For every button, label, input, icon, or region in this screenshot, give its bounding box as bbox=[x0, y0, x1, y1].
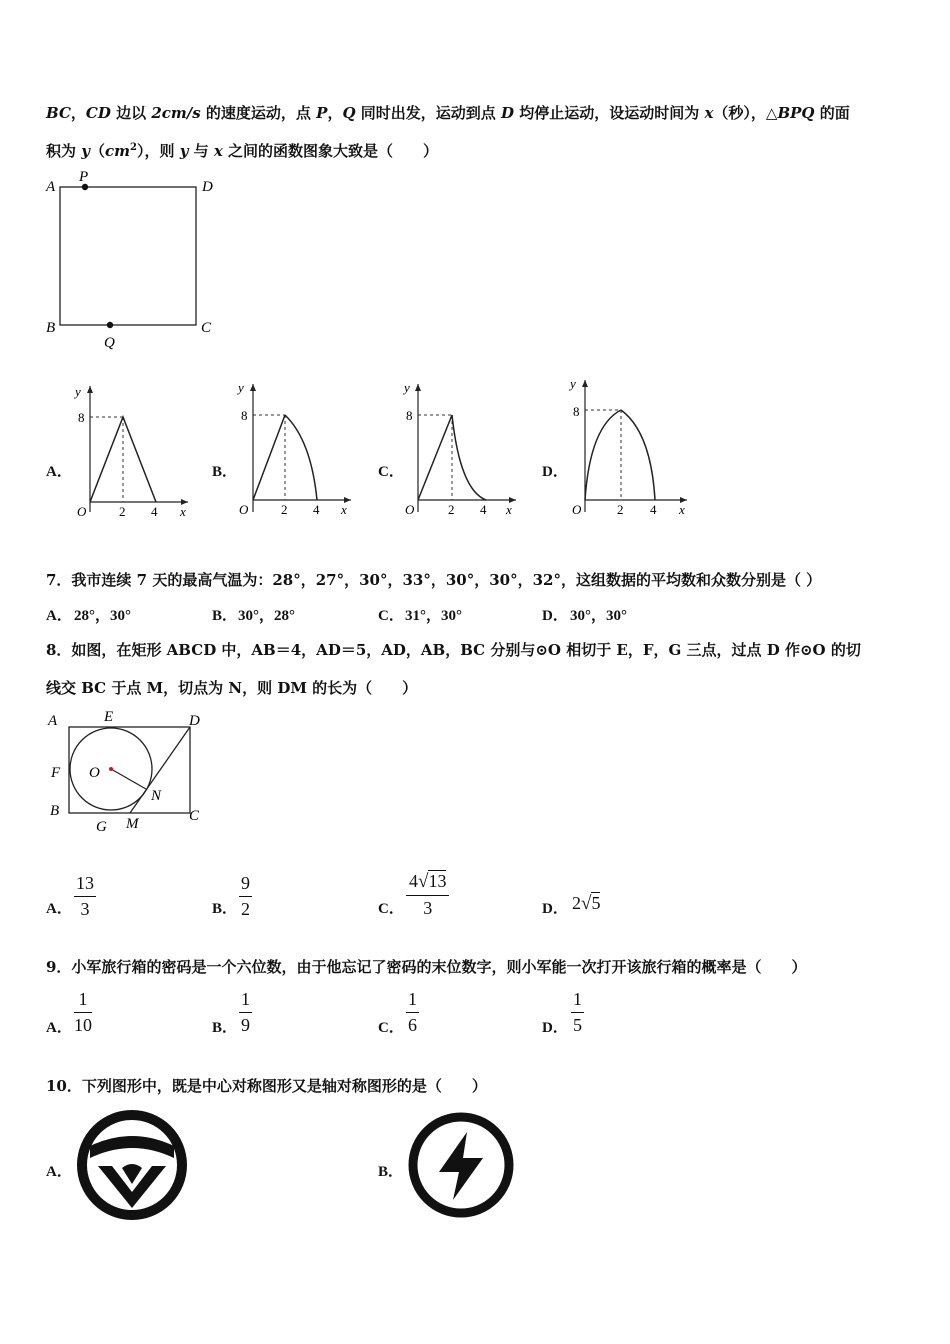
graph-ymark: 8 bbox=[241, 408, 248, 423]
q7-option-b-text[interactable]: 30°，28° bbox=[238, 608, 295, 624]
label-d: D bbox=[202, 179, 213, 195]
graph-x2: 4 bbox=[151, 504, 158, 519]
q6-text: 2 bbox=[129, 142, 137, 153]
q10-stem: 10．下列图形中，既是中心对称图形又是轴对称图形的是（ ） bbox=[46, 1077, 487, 1095]
q8-option-b-fraction[interactable] bbox=[239, 872, 252, 921]
q7-option-b-letter[interactable]: B． bbox=[212, 608, 238, 624]
q6-square-figure bbox=[40, 165, 230, 355]
q6-text: D bbox=[500, 104, 514, 122]
q8-rectangle-circle-figure bbox=[40, 705, 220, 840]
label-n: N bbox=[151, 788, 162, 804]
label-b: B bbox=[50, 803, 60, 819]
q6-text: 均停止运动，设运动时间为 bbox=[514, 104, 705, 122]
q6-option-a-letter[interactable]: A． bbox=[46, 464, 72, 480]
numerator bbox=[406, 870, 449, 896]
q6-stem-line1 bbox=[46, 102, 850, 123]
q6-text: P bbox=[316, 104, 328, 122]
label-a: A bbox=[46, 179, 56, 195]
graph-x1: 2 bbox=[119, 504, 126, 519]
q8-option-c-fraction[interactable] bbox=[406, 870, 449, 920]
q10-option-a-letter[interactable]: A． bbox=[46, 1164, 72, 1180]
q7-option-c-text[interactable]: 31°，30° bbox=[405, 608, 462, 624]
q6-text: CD bbox=[85, 104, 111, 122]
q10-option-b-letter[interactable]: B． bbox=[378, 1164, 404, 1180]
denominator: 2 bbox=[241, 899, 250, 919]
q6-stem-line2 bbox=[46, 140, 438, 161]
q7-option-a-text[interactable]: 28°，30° bbox=[74, 608, 131, 624]
q8-stem-line1: 8．如图，在矩形 ABCD 中，AB＝4，AD＝5，AD，AB，BC 分别与⊙O 相切于 E，F，G 三点，过点 D 作⊙O 的切 bbox=[46, 641, 861, 659]
graph-x1: 2 bbox=[448, 502, 455, 517]
q6-text: 的速度运动，点 bbox=[200, 104, 317, 122]
q8-option-d-letter[interactable]: D． bbox=[542, 901, 568, 917]
graph-x-label: x bbox=[180, 504, 186, 519]
q9-option-a-fraction[interactable] bbox=[74, 988, 92, 1037]
center-o bbox=[109, 767, 113, 771]
graph-c-curve bbox=[452, 415, 486, 500]
q6-text: x bbox=[704, 104, 714, 122]
sqrt-icon: √ bbox=[418, 871, 429, 892]
q9-option-d-fraction[interactable] bbox=[571, 988, 584, 1037]
radius-on bbox=[111, 769, 146, 789]
q6-text: 同时出发，运动到点 bbox=[355, 104, 501, 122]
q6-text: BPQ bbox=[777, 104, 815, 122]
point-q bbox=[107, 322, 113, 328]
q9-option-b-fraction[interactable] bbox=[239, 988, 252, 1037]
q9-stem: 9．小军旅行箱的密码是一个六位数，由于他忘记了密码的末位数字，则小军能一次打开该旅行箱的概率是（ ） bbox=[46, 958, 807, 976]
label-o: O bbox=[89, 765, 100, 781]
numerator: 13 bbox=[74, 872, 96, 897]
graph-origin: O bbox=[572, 502, 582, 517]
square-abcd bbox=[60, 187, 196, 325]
graph-x1: 2 bbox=[617, 502, 624, 517]
q8-stem-line2: 线交 BC 于点 M，切点为 N，则 DM 的长为（ ） bbox=[46, 679, 418, 697]
q6-text: ），则 bbox=[136, 142, 180, 160]
radicand: 5 bbox=[591, 893, 601, 913]
denominator: 6 bbox=[408, 1015, 417, 1035]
q8-option-a-letter[interactable]: A． bbox=[46, 901, 72, 917]
q6-text: ， bbox=[327, 104, 343, 122]
graph-d-curve-left bbox=[585, 410, 621, 500]
q6-text: y bbox=[179, 142, 189, 160]
label-d: D bbox=[189, 713, 200, 729]
q6-text: BC bbox=[46, 104, 71, 122]
graph-x2: 4 bbox=[313, 502, 320, 517]
q6-text: cm bbox=[104, 142, 130, 160]
label-g: G bbox=[96, 819, 107, 835]
numerator: 1 bbox=[571, 988, 584, 1013]
numerator: 1 bbox=[406, 988, 419, 1013]
label-c: C bbox=[189, 808, 200, 824]
graph-b-curve bbox=[285, 415, 317, 500]
label-c: C bbox=[201, 320, 212, 336]
graph-origin: O bbox=[405, 502, 415, 517]
q6-text: 边以 bbox=[110, 104, 152, 122]
q6-graph-c[interactable] bbox=[400, 378, 525, 525]
label-m: M bbox=[126, 816, 139, 832]
circle-v-emblem-icon[interactable] bbox=[74, 1106, 190, 1224]
graph-ymark: 8 bbox=[78, 410, 85, 425]
graph-y-label: y bbox=[75, 384, 81, 399]
q7-option-c-letter[interactable]: C． bbox=[378, 608, 404, 624]
q9-option-a-letter[interactable]: A． bbox=[46, 1020, 72, 1036]
q6-text: 与 bbox=[188, 142, 214, 160]
q7-option-d-letter[interactable]: D． bbox=[542, 608, 568, 624]
q9-option-c-letter[interactable]: C． bbox=[378, 1020, 404, 1036]
graph-x-label: x bbox=[679, 502, 685, 517]
numerator: 1 bbox=[239, 988, 252, 1013]
q6-text: Q bbox=[342, 104, 356, 122]
graph-x-label: x bbox=[506, 502, 512, 517]
q6-graph-a[interactable] bbox=[70, 380, 195, 525]
numerator: 9 bbox=[239, 872, 252, 897]
graph-y-label: y bbox=[404, 380, 410, 395]
q6-text: 的面 bbox=[814, 104, 850, 122]
numerator: 1 bbox=[74, 988, 92, 1013]
denominator: 9 bbox=[241, 1015, 250, 1035]
q6-text: ， bbox=[70, 104, 86, 122]
sqrt-icon: √ bbox=[581, 893, 592, 914]
denominator: 3 bbox=[80, 899, 90, 919]
q6-text: 之间的函数图象大致是（ ） bbox=[222, 142, 439, 160]
q8-option-a-fraction[interactable] bbox=[74, 872, 96, 921]
graph-y-label: y bbox=[238, 380, 244, 395]
rectangle-abcd bbox=[69, 727, 190, 813]
q8-option-b-letter[interactable]: B． bbox=[212, 901, 238, 917]
q8-option-c-letter[interactable]: C． bbox=[378, 901, 404, 917]
q6-graph-b[interactable] bbox=[233, 378, 358, 525]
label-q: Q bbox=[104, 335, 115, 351]
graph-origin: O bbox=[239, 502, 249, 517]
label-b: B bbox=[46, 320, 56, 336]
label-f: F bbox=[51, 765, 61, 781]
graph-y-label: y bbox=[570, 376, 576, 391]
graph-x2: 4 bbox=[480, 502, 487, 517]
denominator: 5 bbox=[573, 1015, 582, 1035]
q8-option-d-value[interactable] bbox=[572, 893, 600, 915]
q6-option-d-letter[interactable]: D． bbox=[542, 464, 568, 480]
graph-d-curve-right bbox=[621, 410, 655, 500]
coefficient: 2 bbox=[572, 893, 581, 913]
q7-stem: 7．我市连续 7 天的最高气温为：28°，27°，30°，33°，30°，30°，32°，这组数据的平均数和众数分别是（ ） bbox=[46, 571, 822, 589]
denominator: 10 bbox=[74, 1015, 92, 1035]
label-e: E bbox=[104, 709, 114, 725]
coefficient: 4 bbox=[409, 871, 418, 891]
q9-option-b-letter[interactable]: B． bbox=[212, 1020, 238, 1036]
q7-option-d-text[interactable]: 30°，30° bbox=[570, 608, 627, 624]
q6-option-c-letter[interactable]: C． bbox=[378, 464, 404, 480]
q6-text: 2cm/s bbox=[151, 104, 201, 122]
graph-ymark: 8 bbox=[406, 408, 413, 423]
lightning-circle-icon[interactable] bbox=[403, 1106, 519, 1224]
q6-text: （秒），△ bbox=[713, 104, 778, 122]
q6-text: 积为 bbox=[46, 142, 82, 160]
radicand: 13 bbox=[428, 871, 447, 891]
q6-graph-d[interactable] bbox=[565, 374, 695, 525]
q6-text: y bbox=[81, 142, 90, 160]
graph-origin: O bbox=[77, 504, 87, 519]
label-p: P bbox=[79, 169, 89, 185]
q9-option-c-fraction[interactable] bbox=[406, 988, 419, 1037]
q6-text: x bbox=[213, 142, 223, 160]
q7-option-a-letter[interactable]: A． bbox=[46, 608, 72, 624]
graph-x1: 2 bbox=[281, 502, 288, 517]
graph-x2: 4 bbox=[650, 502, 657, 517]
q6-text: （ bbox=[89, 142, 105, 160]
q9-option-d-letter[interactable]: D． bbox=[542, 1020, 568, 1036]
graph-x-label: x bbox=[341, 502, 347, 517]
denominator: 3 bbox=[423, 898, 433, 918]
graph-ymark: 8 bbox=[573, 404, 580, 419]
label-a: A bbox=[48, 713, 58, 729]
q6-option-b-letter[interactable]: B． bbox=[212, 464, 238, 480]
